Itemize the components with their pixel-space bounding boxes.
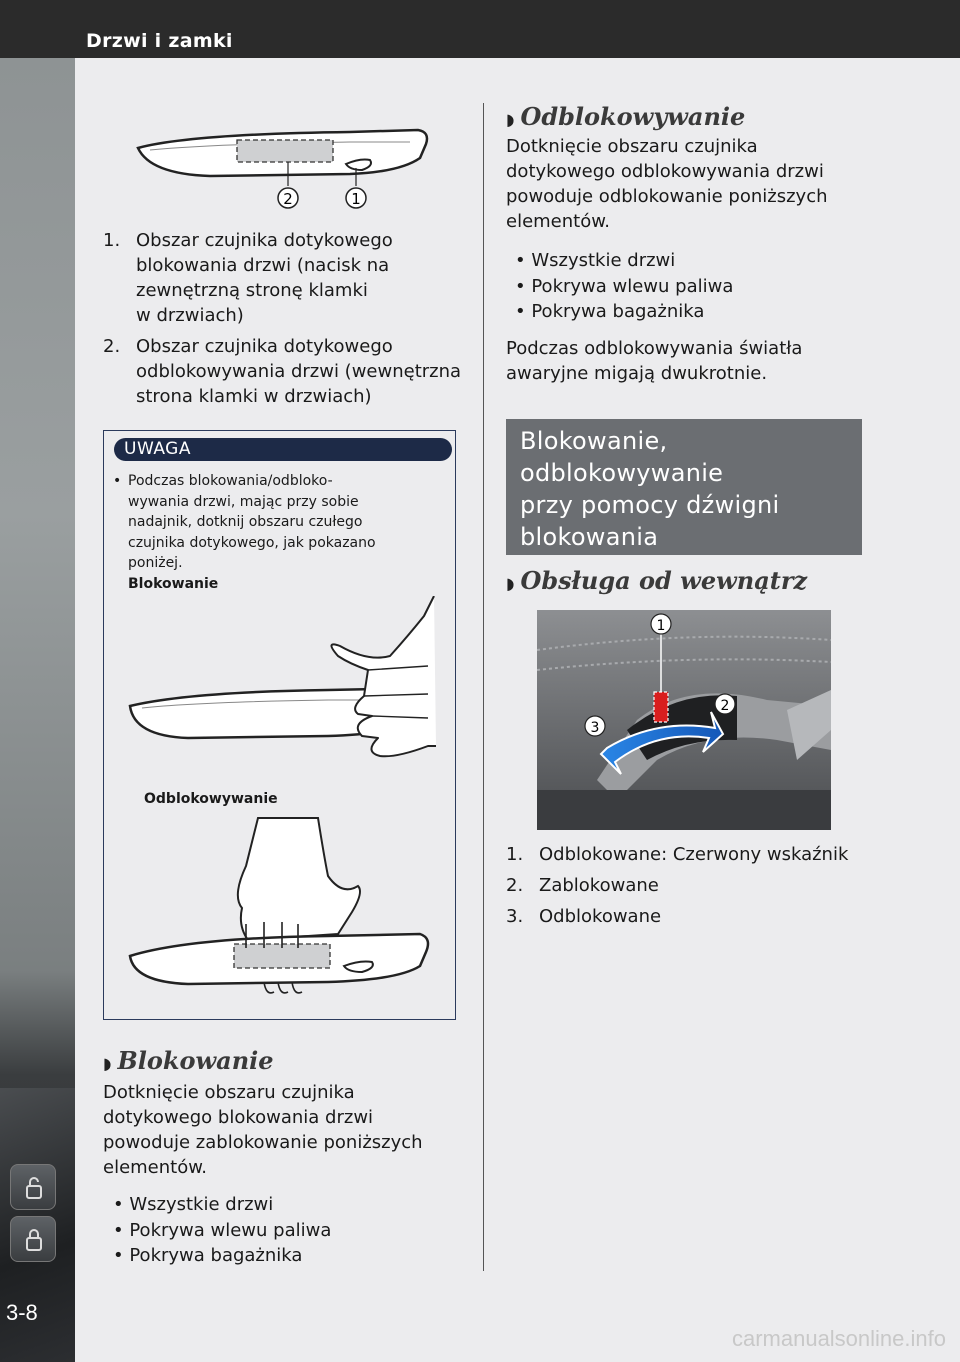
page-number: 3-8: [6, 1300, 38, 1325]
lock-touch-illustration: [128, 596, 438, 786]
list-item: 3. Odblokowane: [506, 906, 662, 927]
note-sub-unlock: Odblokowywanie: [144, 791, 278, 807]
list-item: • Pokrywa wlewu paliwa: [113, 1219, 332, 1241]
hazard-note: Podczas odblokowywania światła awaryjne migają dwukrotnie.: [506, 338, 803, 384]
door-handle-diagram: [130, 118, 435, 218]
photo-callout-3: 3: [590, 720, 600, 736]
inner-lock-photo: [537, 610, 831, 830]
callout-2: 2: [283, 190, 293, 208]
note-label: UWAGA: [114, 438, 452, 461]
list-item: • Wszystkie drzwi: [515, 250, 676, 271]
unlocking-text: Dotknięcie obszaru czujnika dotykowego odblokowywania drzwi powoduje odblokowanie poniższych elementów.: [506, 136, 828, 232]
section-title-box: Blokowanie, odblokowywanie przy pomocy dźwigni blokowania: [506, 419, 862, 555]
inside-lock-list: [506, 842, 876, 935]
lock-icon: [24, 1228, 44, 1252]
page-header: [0, 0, 960, 58]
lock-sensor-area: [237, 140, 333, 162]
lock-switch: [10, 1216, 56, 1262]
locking-bullets: [113, 1192, 331, 1269]
section-marker-icon: ◗: [506, 110, 515, 129]
section-marker-icon: ◗: [506, 574, 515, 593]
unlock-icon: [24, 1176, 44, 1200]
note-sub-lock: Blokowanie: [128, 575, 219, 592]
photo-callout-2: 2: [720, 698, 730, 714]
locking-text: Dotknięcie obszaru czujnika dotykowego blokowania drzwi powoduje zablokowanie poniższych elementów.: [103, 1082, 423, 1178]
unlock-switch: [10, 1164, 56, 1210]
list-item: 2. Zablokowane: [506, 875, 659, 896]
list-item: 1. Odblokowane: Czerwony wskaźnik: [506, 844, 849, 865]
unlocking-bullets: [515, 248, 733, 325]
list-item: • Pokrywa wlewu paliwa: [515, 275, 734, 297]
note-text: • Podczas blokowania/odbloko- wywania drzwi, mając przy sobie nadajnik, dotknij obszaru czułego czujnika dotykowego, jak pokazano poniżej. Blokowanie: [128, 471, 438, 594]
list-item: • Pokrywa bagażnika: [113, 1245, 303, 1266]
heading-inside-operation: ◗ Obsługa od wewnątrz: [506, 566, 808, 595]
heading-locking: ◗ Blokowanie: [103, 1046, 274, 1075]
heading-unlocking: ◗ Odblokowywanie: [506, 102, 746, 131]
column-divider: [483, 103, 484, 1271]
note-box: [103, 430, 456, 1020]
photo-callout-1: 1: [656, 618, 666, 634]
list-item: 2. Obszar czujnika dotykowego odblokowywania drzwi (wewnętrzna strona klamki w drzwiach): [103, 336, 462, 407]
unlock-touch-illustration: [128, 816, 438, 1001]
watermark: carmanualsonline.info: [731, 1326, 946, 1351]
list-item: • Pokrywa bagażnika: [515, 301, 705, 322]
callout-1: 1: [351, 190, 361, 208]
chapter-title: Drzwi i zamki: [86, 30, 233, 52]
sidebar-photo-strip: [0, 58, 75, 1362]
list-item: 1. Obszar czujnika dotykowego blokowania drzwi (nacisk na zewnętrzną stronę klamki w drzwiach): [103, 230, 393, 326]
list-item: • Wszystkie drzwi: [113, 1194, 274, 1215]
sensor-area-list: [103, 228, 473, 415]
red-indicator: [654, 692, 668, 722]
section-marker-icon: ◗: [103, 1054, 112, 1073]
